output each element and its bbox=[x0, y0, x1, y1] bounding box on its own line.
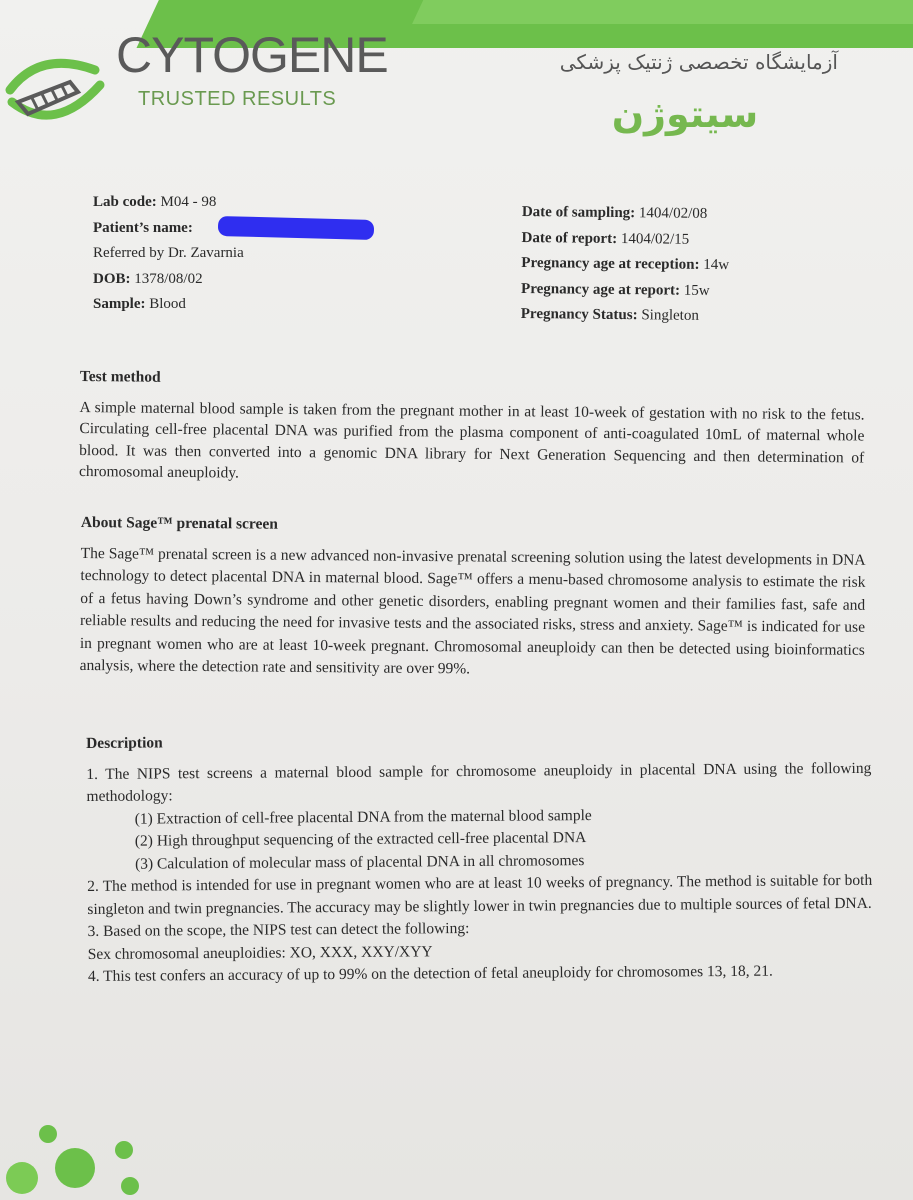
redaction-mark bbox=[218, 216, 374, 240]
brand-name: CYTOGENE bbox=[116, 27, 388, 83]
patient-info bbox=[93, 190, 244, 318]
description-heading: Description bbox=[86, 734, 163, 752]
header-green-band-light bbox=[412, 0, 913, 24]
description-step: (1) Extraction of cell-free placental DNA from the maternal blood sample bbox=[134, 806, 592, 828]
about-section bbox=[80, 512, 866, 685]
about-body: The Sage™ prenatal screen is a new advanced non-invasive prenatal screening solution using the latest developments in DNA technology to detect placental DNA in maternal blood. Sage™ offers a menu-based chromosome analysis to estimate the risk of a fetus having Down’s syndrome and other genetic disorders, enabling pregnant women and their families fast, safe and reliable results and reducing the need for invasive tests and the associated risks, stress and anxiety. Sage™ is indicated for use in pregnant women who are at least 10-week pregnant. Chromosomal aneuploidy can then be detected using bioinformatics analysis, where the detection rate and sensitivity are over 99%. bbox=[79, 544, 866, 678]
lab-name-persian: آزمایشگاه تخصصی ژنتیک پزشکی bbox=[559, 50, 838, 74]
sampling-date-row: Date of sampling: 1404/02/08 bbox=[521, 203, 708, 222]
pregnancy-info bbox=[521, 200, 730, 330]
about-heading: About Sage™ prenatal screen bbox=[80, 513, 279, 533]
description-step: (2) High throughput sequencing of the extracted cell-free placental DNA bbox=[134, 829, 587, 850]
lab-code-row: Lab code: M04 - 98 bbox=[93, 194, 217, 210]
description-item-4: 4. This test confers an accuracy of up to 99% on the detection of fetal aneuploidy for chromosomes 13, 18, 21. bbox=[87, 962, 773, 985]
test-method-body: A simple maternal blood sample is taken from the pregnant mother in at least 10-week of gestation with no risk to the fetus. Circulating cell-free placental DNA was purified from the plasma component of anti-coagulated 10mL of maternal whole blood. It was then converted into a genomic DNA library for Next Generation Sequencing and then determination of chromosomal aneuploidy. bbox=[78, 398, 865, 482]
test-method-section bbox=[79, 366, 865, 490]
pregnancy-status-row: Pregnancy Status: Singleton bbox=[520, 305, 699, 324]
brand-tagline: TRUSTED RESULTS bbox=[138, 88, 337, 110]
description-item-2: 2. The method is intended for use in pregnant women who are at least 10 weeks of pregnancy. The method is suitable for both singleton and twin pregnancies. The accuracy may be slightly lower in twin pregnancies due to multiple sources of fetal DNA. bbox=[87, 871, 873, 918]
referred-by: Referred by Dr. Zavarnia bbox=[93, 245, 244, 261]
lab-code: M04 - 98 bbox=[160, 194, 217, 210]
age-reception-row: Pregnancy age at reception: 14w bbox=[521, 254, 730, 274]
description-item-3b: Sex chromosomal aneuploidies: XO, XXX, XXY/XYY bbox=[87, 942, 433, 963]
description-item-3: 3. Based on the scope, the NIPS test can detect the following: bbox=[87, 919, 470, 940]
report-date-row: Date of report: 1404/02/15 bbox=[521, 229, 690, 248]
sample-row: Sample: Blood bbox=[93, 296, 186, 312]
age-report-row: Pregnancy age at report: 15w bbox=[520, 280, 710, 299]
dob: 1378/08/02 bbox=[134, 270, 203, 287]
patient-name-row: Patient’s name: bbox=[93, 219, 193, 236]
test-method-heading: Test method bbox=[79, 367, 161, 386]
dob-row: DOB: 1378/08/02 bbox=[93, 270, 203, 287]
description-step: (3) Calculation of molecular mass of placental DNA in all chromosomes bbox=[134, 851, 585, 873]
dna-logo-icon bbox=[0, 40, 112, 140]
brand-name-persian: سیتوژن bbox=[611, 92, 759, 136]
sample: Blood bbox=[149, 296, 186, 312]
description-item-1: 1. The NIPS test screens a maternal blood sample for chromosome aneuploidy in placental DNA using the following methodology: bbox=[86, 759, 872, 805]
description-section bbox=[86, 727, 873, 989]
decorative-dots bbox=[0, 1110, 160, 1200]
